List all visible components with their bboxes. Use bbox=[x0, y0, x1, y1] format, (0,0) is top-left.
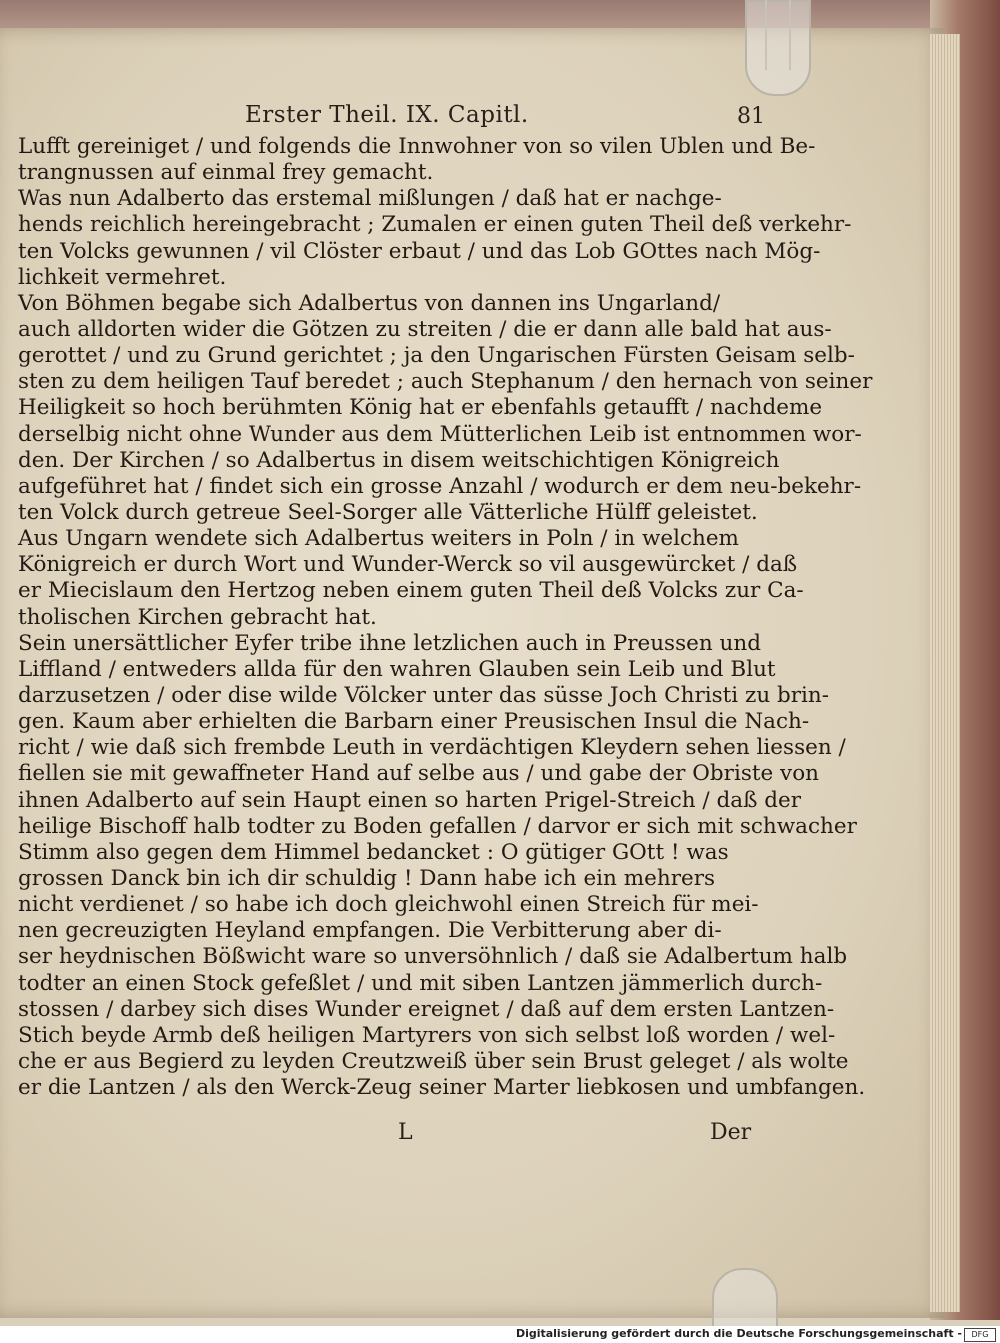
text-line: gerottet / und zu Grund gerichtet ; ja den Ungarischen Fürsten Geisam selb- bbox=[18, 343, 855, 369]
text-line: Stich beyde Armb deß heiligen Martyrers von sich selbst loß worden / wel- bbox=[18, 1022, 836, 1048]
text-line: Königreich er durch Wort und Wunder-Werck so vil ausgewürcket / daß bbox=[18, 552, 798, 578]
text-line: grossen Danck bin ich dir schuldig ! Dann habe ich ein mehrers bbox=[18, 865, 716, 891]
text-line: fiellen sie mit gewaffneter Hand auf selbe aus / und gabe der Obriste von bbox=[18, 761, 819, 787]
text-line: richt / wie daß sich frembde Leuth in verdächtigen Kleydern sehen liessen / bbox=[18, 735, 846, 761]
text-line: den. Der Kirchen / so Adalbertus in disem weitschichtigen Königreich bbox=[18, 447, 780, 473]
text-line: er Miecislaum den Hertzog neben einem guten Theil deß Volcks zur Ca- bbox=[18, 578, 804, 604]
text-line: Was nun Adalberto das erstemal mißlungen / daß hat er nachge- bbox=[18, 186, 722, 212]
text-line: aufgeführet hat / findet sich ein grosse Anzahl / wodurch er dem neu-bekehr- bbox=[18, 473, 862, 499]
holder-clip-bottom bbox=[712, 1268, 778, 1332]
text-line: Von Böhmen begabe sich Adalbertus von dannen ins Ungarland/ bbox=[18, 290, 721, 316]
text-line: Sein unersättlicher Eyfer tribe ihne letzlichen auch in Preussen und bbox=[18, 630, 761, 656]
text-line: nicht verdienet / so habe ich doch gleichwohl einen Streich für mei- bbox=[18, 892, 759, 918]
text-line: todter an einen Stock gefeßlet / und mit siben Lantzen jämmerlich durch- bbox=[18, 970, 823, 996]
text-line: Aus Ungarn wendete sich Adalbertus weiters in Poln / in welchem bbox=[18, 526, 739, 552]
text-line: Stimm also gegen dem Himmel bedancket : O gütiger GOtt ! was bbox=[18, 839, 729, 865]
text-line: tholischen Kirchen gebracht hat. bbox=[18, 604, 377, 630]
catchword: Der bbox=[710, 1120, 752, 1145]
text-line: ser heydnischen Bößwicht ware so unversöhnlich / daß sie Adalbertum halb bbox=[18, 944, 848, 970]
digitization-footer bbox=[0, 1326, 1000, 1343]
running-title: Erster Theil. IX. Capitl. bbox=[245, 102, 529, 128]
body-text bbox=[18, 134, 873, 1101]
text-line: Lufft gereiniget / und folgends die Innwohner von so vilen Ublen und Be- bbox=[18, 134, 816, 159]
text-line: ihnen Adalberto auf sein Haupt einen so harten Prigel-Streich / daß der bbox=[18, 787, 802, 813]
text-line: lichkeit vermehret. bbox=[18, 264, 227, 290]
page-number: 81 bbox=[737, 104, 765, 129]
text-line: trangnussen auf einmal frey gemacht. bbox=[18, 160, 434, 186]
text-line: darzusetzen / oder dise wilde Völcker unter das süsse Joch Christi zu brin- bbox=[18, 682, 830, 708]
text-line: hends reichlich hereingebracht ; Zumalen er einen guten Theil deß verkehr- bbox=[18, 212, 852, 238]
text-line: ten Volck durch getreue Seel-Sorger alle Vätterliche Hülff geleistet. bbox=[18, 499, 758, 525]
text-line: Liffland / entweders allda für den wahren Glauben sein Leib und Blut bbox=[18, 656, 776, 682]
text-line: nen gecreuzigten Heyland empfangen. Die Verbitterung aber di- bbox=[18, 918, 722, 944]
text-line: gen. Kaum aber erhielten die Barbarn einer Preusischen Insul die Nach- bbox=[18, 709, 810, 735]
text-line: stossen / darbey sich dises Wunder ereignet / daß auf dem ersten Lantzen- bbox=[18, 996, 835, 1022]
signature-mark: L bbox=[398, 1120, 413, 1145]
text-line: sten zu dem heiligen Tauf beredet ; auch Stephanum / den hernach von seiner bbox=[18, 369, 873, 395]
text-line: auch alldorten wider die Götzen zu streiten / die er dann alle bald hat aus- bbox=[18, 316, 832, 342]
page-fore-edge bbox=[930, 34, 960, 1312]
running-header bbox=[245, 102, 765, 138]
text-line: derselbig nicht ohne Wunder aus dem Mütterlichen Leib ist entnommen wor- bbox=[18, 421, 862, 447]
text-line: che er aus Begierd zu leyden Creutzweiß über sein Brust geleget / als wolte bbox=[18, 1048, 849, 1074]
text-line: Heiligkeit so hoch berühmten König hat er ebenfahls getaufft / nachdeme bbox=[18, 395, 823, 421]
text-line: ten Volcks gewunnen / vil Clöster erbaut / und das Lob GOttes nach Mög- bbox=[18, 238, 821, 264]
text-line: er die Lantzen / als den Werck-Zeug seiner Marter liebkosen und umbfangen. bbox=[18, 1075, 866, 1101]
funding-credit: Digitalisierung gefördert durch die Deutsche Forschungsgemeinschaft - bbox=[515, 1327, 962, 1340]
dfg-logo: DFG bbox=[964, 1328, 996, 1342]
text-line: heilige Bischoff halb todter zu Boden gefallen / darvor er sich mit schwacher bbox=[18, 813, 857, 839]
holder-clip-strap bbox=[765, 0, 791, 70]
